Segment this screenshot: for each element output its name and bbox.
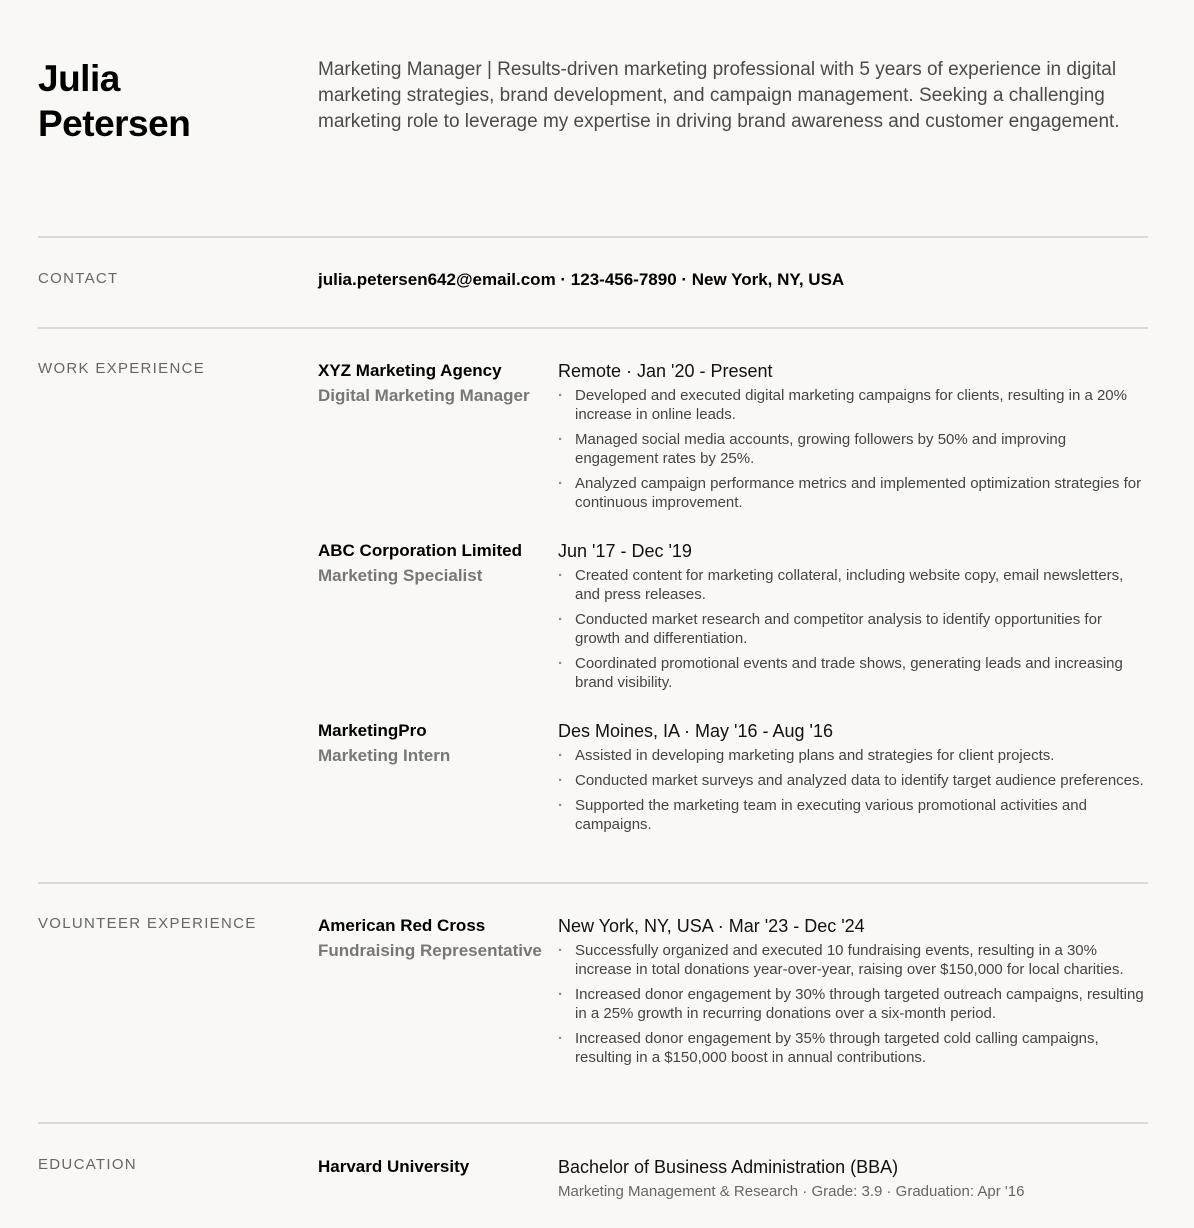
last-name: Petersen <box>38 103 191 144</box>
contact-line: julia.petersen642@email.com · 123-456-7890 · New York, NY, USA <box>318 270 845 289</box>
employer-name: ABC Corporation Limited <box>318 541 522 560</box>
job-title: Marketing Intern <box>318 746 451 765</box>
contact-location: New York, NY, USA <box>691 270 845 289</box>
bullet-item: · Conducted market research and competitor analysis to identify opportunities for growth and differentiation. <box>558 610 1148 648</box>
bullet-item: · Supported the marketing team in executing various promotional activities and campaigns. <box>558 796 1148 834</box>
bullet-item: · Created content for marketing collateral, including website copy, email newsletters, and press releases. <box>558 566 1148 604</box>
bullet-item: · Assisted in developing marketing plans and strategies for client projects. <box>558 746 1148 765</box>
contact-phone[interactable]: 123-456-7890 <box>570 270 677 289</box>
education-details: Marketing Management & Research · Grade: 3.9 · Graduation: Apr '16 <box>558 1183 1025 1200</box>
bullet-item: · Analyzed campaign performance metrics and implemented optimization strategies for continuous improvement. <box>558 474 1148 512</box>
work-entry <box>318 540 1148 698</box>
job-location-dates: Des Moines, IA · May '16 - Aug '16 <box>558 721 834 741</box>
organization-name: American Red Cross <box>318 916 486 935</box>
bullet-item: · Developed and executed digital marketing campaigns for clients, resulting in a 20% increase in online leads. <box>558 386 1148 424</box>
job-location-dates: Remote · Jan '20 - Present <box>558 361 773 381</box>
job-title: Digital Marketing Manager <box>318 386 530 405</box>
profile-summary: Marketing Manager | Results-driven marketing professional with 5 years of experience in digital marketing strategies, brand development, and campaign management. Seeking a challenging marketing role to leverage my expertise in driving brand awareness and customer engagement. <box>318 59 1120 132</box>
volunteer-experience-section <box>38 884 1148 1122</box>
work-entry <box>318 720 1148 840</box>
contact-label: CONTACT <box>38 270 119 287</box>
work-experience-label: WORK EXPERIENCE <box>38 360 206 377</box>
candidate-name <box>38 56 318 236</box>
job-bullets <box>558 566 1148 692</box>
job-bullets <box>558 386 1148 512</box>
education-label: EDUCATION <box>38 1156 137 1173</box>
bullet-item: · Successfully organized and executed 10 fundraising events, resulting in a 30% increase in total donations year-over-year, raising over $150,000 for local charities. <box>558 941 1148 979</box>
bullet-item: · Managed social media accounts, growing followers by 50% and improving engagement rates by 25%. <box>558 430 1148 468</box>
contact-section <box>38 238 1148 327</box>
job-title: Marketing Specialist <box>318 566 483 585</box>
employer-name: MarketingPro <box>318 721 427 740</box>
volunteer-entry <box>318 915 1148 1073</box>
employer-name: XYZ Marketing Agency <box>318 361 502 380</box>
volunteer-bullets <box>558 941 1148 1067</box>
bullet-item: · Conducted market surveys and analyzed data to identify target audience preferences. <box>558 771 1148 790</box>
volunteer-experience-label: VOLUNTEER EXPERIENCE <box>38 915 257 932</box>
work-experience-section <box>38 329 1148 882</box>
resume-header <box>38 0 1148 236</box>
volunteer-role: Fundraising Representative <box>318 941 542 960</box>
degree: Bachelor of Business Administration (BBA) <box>558 1157 899 1177</box>
first-name: Julia <box>38 58 120 99</box>
school-name: Harvard University <box>318 1157 470 1176</box>
bullet-item: · Increased donor engagement by 30% through targeted outreach campaigns, resulting in a 25% growth in recurring donations over a six-month period. <box>558 985 1148 1023</box>
job-location-dates: Jun '17 - Dec '19 <box>558 541 692 561</box>
contact-email[interactable]: julia.petersen642@email.com <box>318 270 556 289</box>
education-section <box>38 1124 1148 1224</box>
volunteer-location-dates: New York, NY, USA · Mar '23 - Dec '24 <box>558 916 865 936</box>
work-entry <box>318 360 1148 518</box>
job-bullets <box>558 746 1148 834</box>
bullet-item: · Increased donor engagement by 35% through targeted cold calling campaigns, resulting in a $150,000 boost in annual contributions. <box>558 1029 1148 1067</box>
education-entry <box>318 1156 1148 1202</box>
bullet-item: · Coordinated promotional events and trade shows, generating leads and increasing brand visibility. <box>558 654 1148 692</box>
